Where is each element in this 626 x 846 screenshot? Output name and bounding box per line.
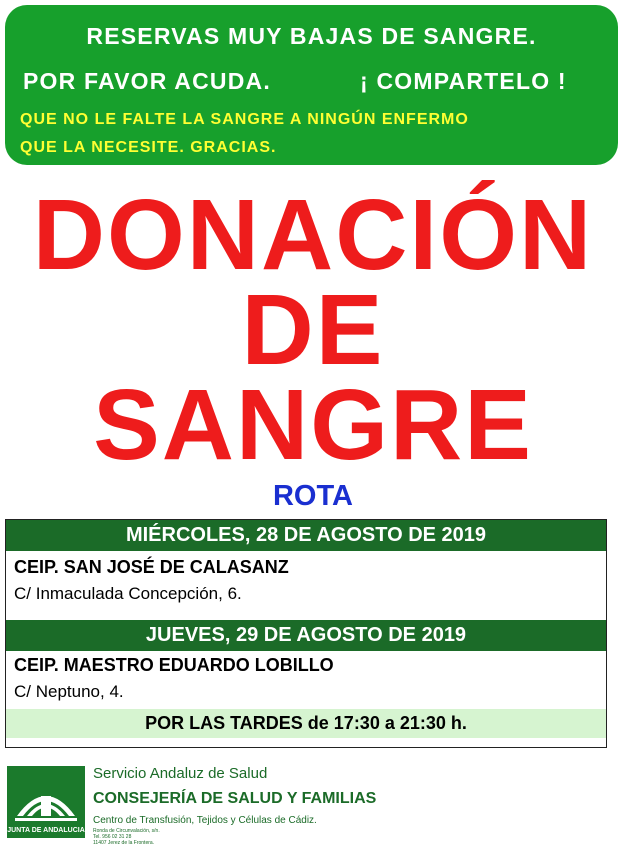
org-address (93, 828, 160, 846)
city-name: ROTA (272, 480, 353, 512)
event-date-1: MIÉRCOLES, 28 DE AGOSTO DE 2019 (6, 520, 606, 551)
event-venue-2: CEIP. MAESTRO EDUARDO LOBILLO (14, 655, 334, 675)
org-service: Servicio Andaluz de Salud (93, 765, 268, 782)
event-address-2: C/ Neptuno, 4. (14, 682, 124, 701)
alert-banner (5, 5, 618, 165)
org-ministry: CONSEJERÍA DE SALUD Y FAMILIAS (93, 790, 377, 807)
hours-row: POR LAS TARDES de 17:30 a 21:30 h. (6, 709, 606, 738)
banner-line-3: QUE NO LE FALTE LA SANGRE A NINGÚN ENFERMO (20, 111, 469, 128)
event-date-2: JUEVES, 29 DE AGOSTO DE 2019 (6, 620, 606, 651)
headline-word-2: DE (241, 274, 385, 386)
schedule-table (5, 519, 607, 748)
org-address-line-3: 11407 Jerez de la Frontera. (93, 840, 155, 846)
event-address-1: C/ Inmaculada Concepción, 6. (14, 584, 242, 603)
headline-word-1: DONACIÓN (32, 179, 594, 291)
org-address-line-1: Ronda de Circunvalación, s/n. (93, 828, 160, 834)
banner-line-1: RESERVAS MUY BAJAS DE SANGRE. (86, 23, 537, 49)
org-center: Centro de Transfusión, Tejidos y Células de Cádiz. (93, 815, 317, 826)
org-address-line-2: Tel. 956 02 31 28 (93, 834, 132, 840)
logo-text: JUNTA DE ANDALUCIA (7, 827, 85, 834)
banner-line-2b: ¡ COMPARTELO ! (360, 68, 567, 94)
junta-andalucia-logo (7, 766, 85, 838)
banner-line-2a: POR FAVOR ACUDA. (23, 68, 271, 94)
event-venue-1: CEIP. SAN JOSÉ DE CALASANZ (14, 557, 289, 577)
banner-line-4: QUE LA NECESITE. GRACIAS. (20, 139, 277, 156)
headline-word-3: SANGRE (93, 369, 533, 481)
